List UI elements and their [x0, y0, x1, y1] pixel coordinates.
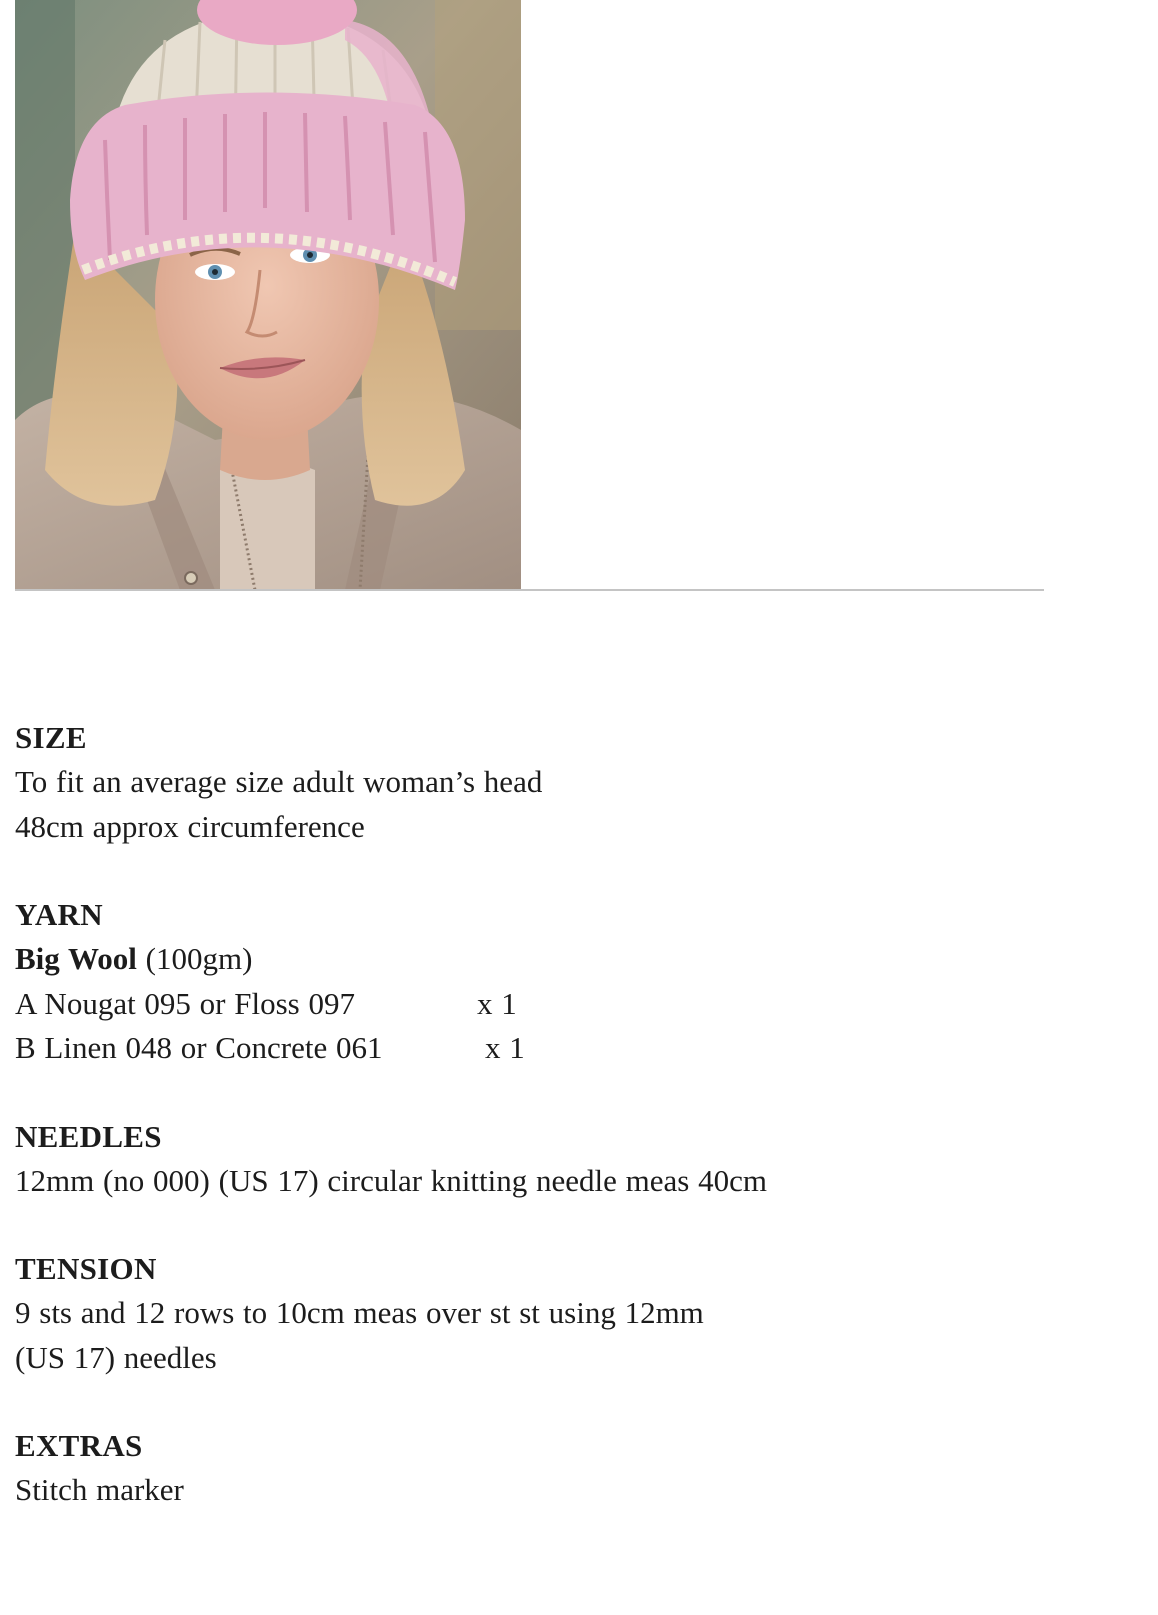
needles-heading: NEEDLES — [15, 1118, 162, 1154]
product-photo — [15, 0, 521, 590]
yarn-heading: YARN — [15, 897, 103, 932]
extras-line: Stitch marker — [15, 1472, 184, 1507]
yarn-item-qty: x 1 — [477, 985, 517, 1021]
needles-line: 12mm (no 000) (US 17) circular knitting needle meas 40cm — [15, 1162, 767, 1198]
yarn-section — [15, 893, 1115, 1071]
tension-line: (US 17) needles — [15, 1339, 217, 1375]
divider-line — [15, 589, 1044, 591]
yarn-item-name: B Linen 048 or Concrete 061 — [15, 1030, 383, 1065]
tension-section — [15, 1247, 1115, 1380]
yarn-item-qty: x 1 — [485, 1030, 525, 1065]
tension-line: 9 sts and 12 rows to 10cm meas over st st using 12mm — [15, 1295, 704, 1330]
extras-heading: EXTRAS — [15, 1428, 143, 1463]
size-heading: SIZE — [15, 720, 87, 755]
extras-section — [15, 1424, 1115, 1513]
size-section — [15, 716, 1115, 849]
yarn-item — [15, 1026, 1115, 1071]
yarn-item-name: A Nougat 095 or Floss 097 — [15, 985, 355, 1021]
pattern-details — [15, 716, 1115, 1557]
yarn-item — [15, 982, 1115, 1027]
tension-heading: TENSION — [15, 1251, 157, 1286]
yarn-weight: (100gm) — [136, 941, 253, 976]
yarn-brand-line — [15, 937, 1115, 982]
yarn-brand: Big Wool — [15, 941, 137, 976]
size-line: 48cm approx circumference — [15, 808, 365, 844]
size-line: To fit an average size adult woman’s head — [15, 764, 543, 799]
needles-section — [15, 1115, 1115, 1204]
model-wearing-hat-image — [15, 0, 521, 590]
